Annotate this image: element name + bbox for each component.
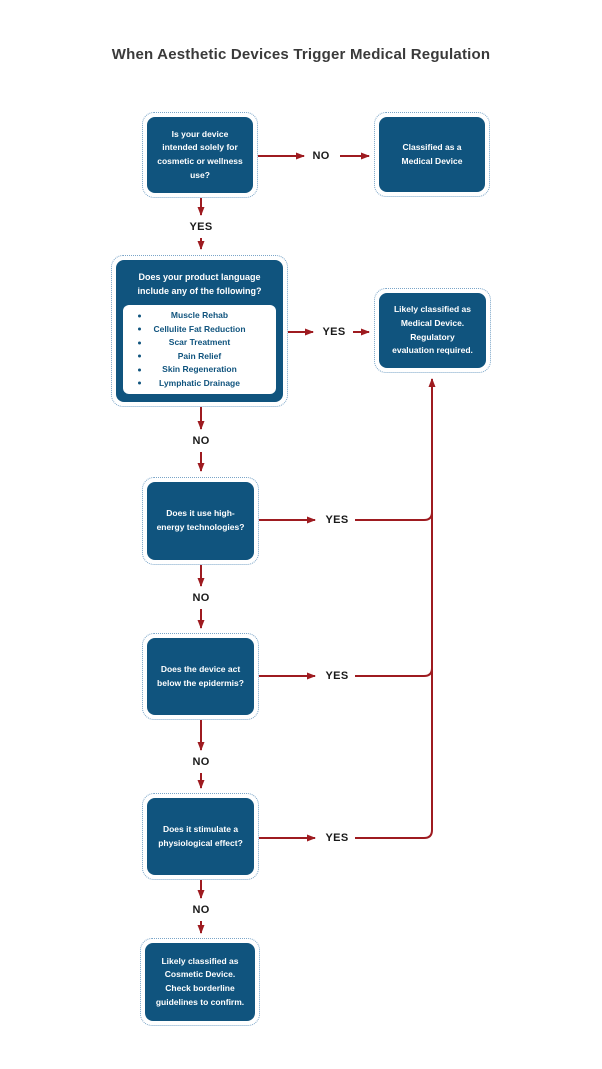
- arrow-yes-trunk-to-r2: [355, 379, 432, 838]
- edge-label-q3-yes: YES: [325, 514, 349, 526]
- edge-label-q1-yes: YES: [189, 221, 213, 233]
- node-classified-medical-device: [374, 112, 490, 197]
- claim-item: Skin Regeneration: [123, 363, 276, 377]
- claim-item: Muscle Rehab: [123, 309, 276, 323]
- node-text: Does it use high-energy technologies?: [156, 508, 245, 532]
- edge-label-q3-no: NO: [192, 592, 210, 604]
- node-high-energy-question: [142, 477, 259, 565]
- claim-item: Lymphatic Drainage: [123, 377, 276, 391]
- node-text: Likely classified as Cosmetic Device. Check borderline guidelines to confirm.: [155, 955, 245, 1007]
- node-physiological-effect-question: [142, 793, 259, 880]
- edge-label-q4-yes: YES: [325, 670, 349, 682]
- edge-label-q5-yes: YES: [325, 832, 349, 844]
- node-text: Does the device act below the epidermis?: [157, 663, 244, 688]
- edge-label-q5-no: NO: [192, 904, 210, 916]
- node-heading: Does your product language include any of the following?: [137, 272, 262, 296]
- node-text: Classified as a Medical Device: [401, 141, 463, 166]
- connector-q3-yes-to-trunk: [355, 512, 432, 520]
- node-text: Is your device intended solely for cosmetic or wellness use?: [157, 128, 243, 180]
- node-cosmetic-use-question: [142, 112, 258, 198]
- node-epidermis-question: [142, 633, 259, 720]
- claim-list-box: [123, 305, 276, 394]
- node-likely-medical-device: [374, 288, 491, 373]
- flowchart-title: When Aesthetic Devices Trigger Medical Regulation: [111, 46, 491, 63]
- edge-label-q1-no: NO: [312, 150, 330, 162]
- claim-list: [123, 309, 276, 390]
- claim-item: Cellulite Fat Reduction: [123, 323, 276, 337]
- edge-label-q2-no: NO: [192, 435, 210, 447]
- claim-item: Scar Treatment: [123, 336, 276, 350]
- connector-q4-yes-to-trunk: [355, 668, 432, 676]
- edge-label-q2-yes: YES: [322, 326, 346, 338]
- node-likely-cosmetic-device: [140, 938, 260, 1026]
- claim-item: Pain Relief: [123, 350, 276, 364]
- node-text: Does it stimulate a physiological effect?: [158, 823, 243, 848]
- node-text: Likely classified as Medical Device. Regulatory evaluation required.: [392, 304, 473, 356]
- node-product-language-question: [111, 255, 288, 407]
- edge-label-q4-no: NO: [192, 756, 210, 768]
